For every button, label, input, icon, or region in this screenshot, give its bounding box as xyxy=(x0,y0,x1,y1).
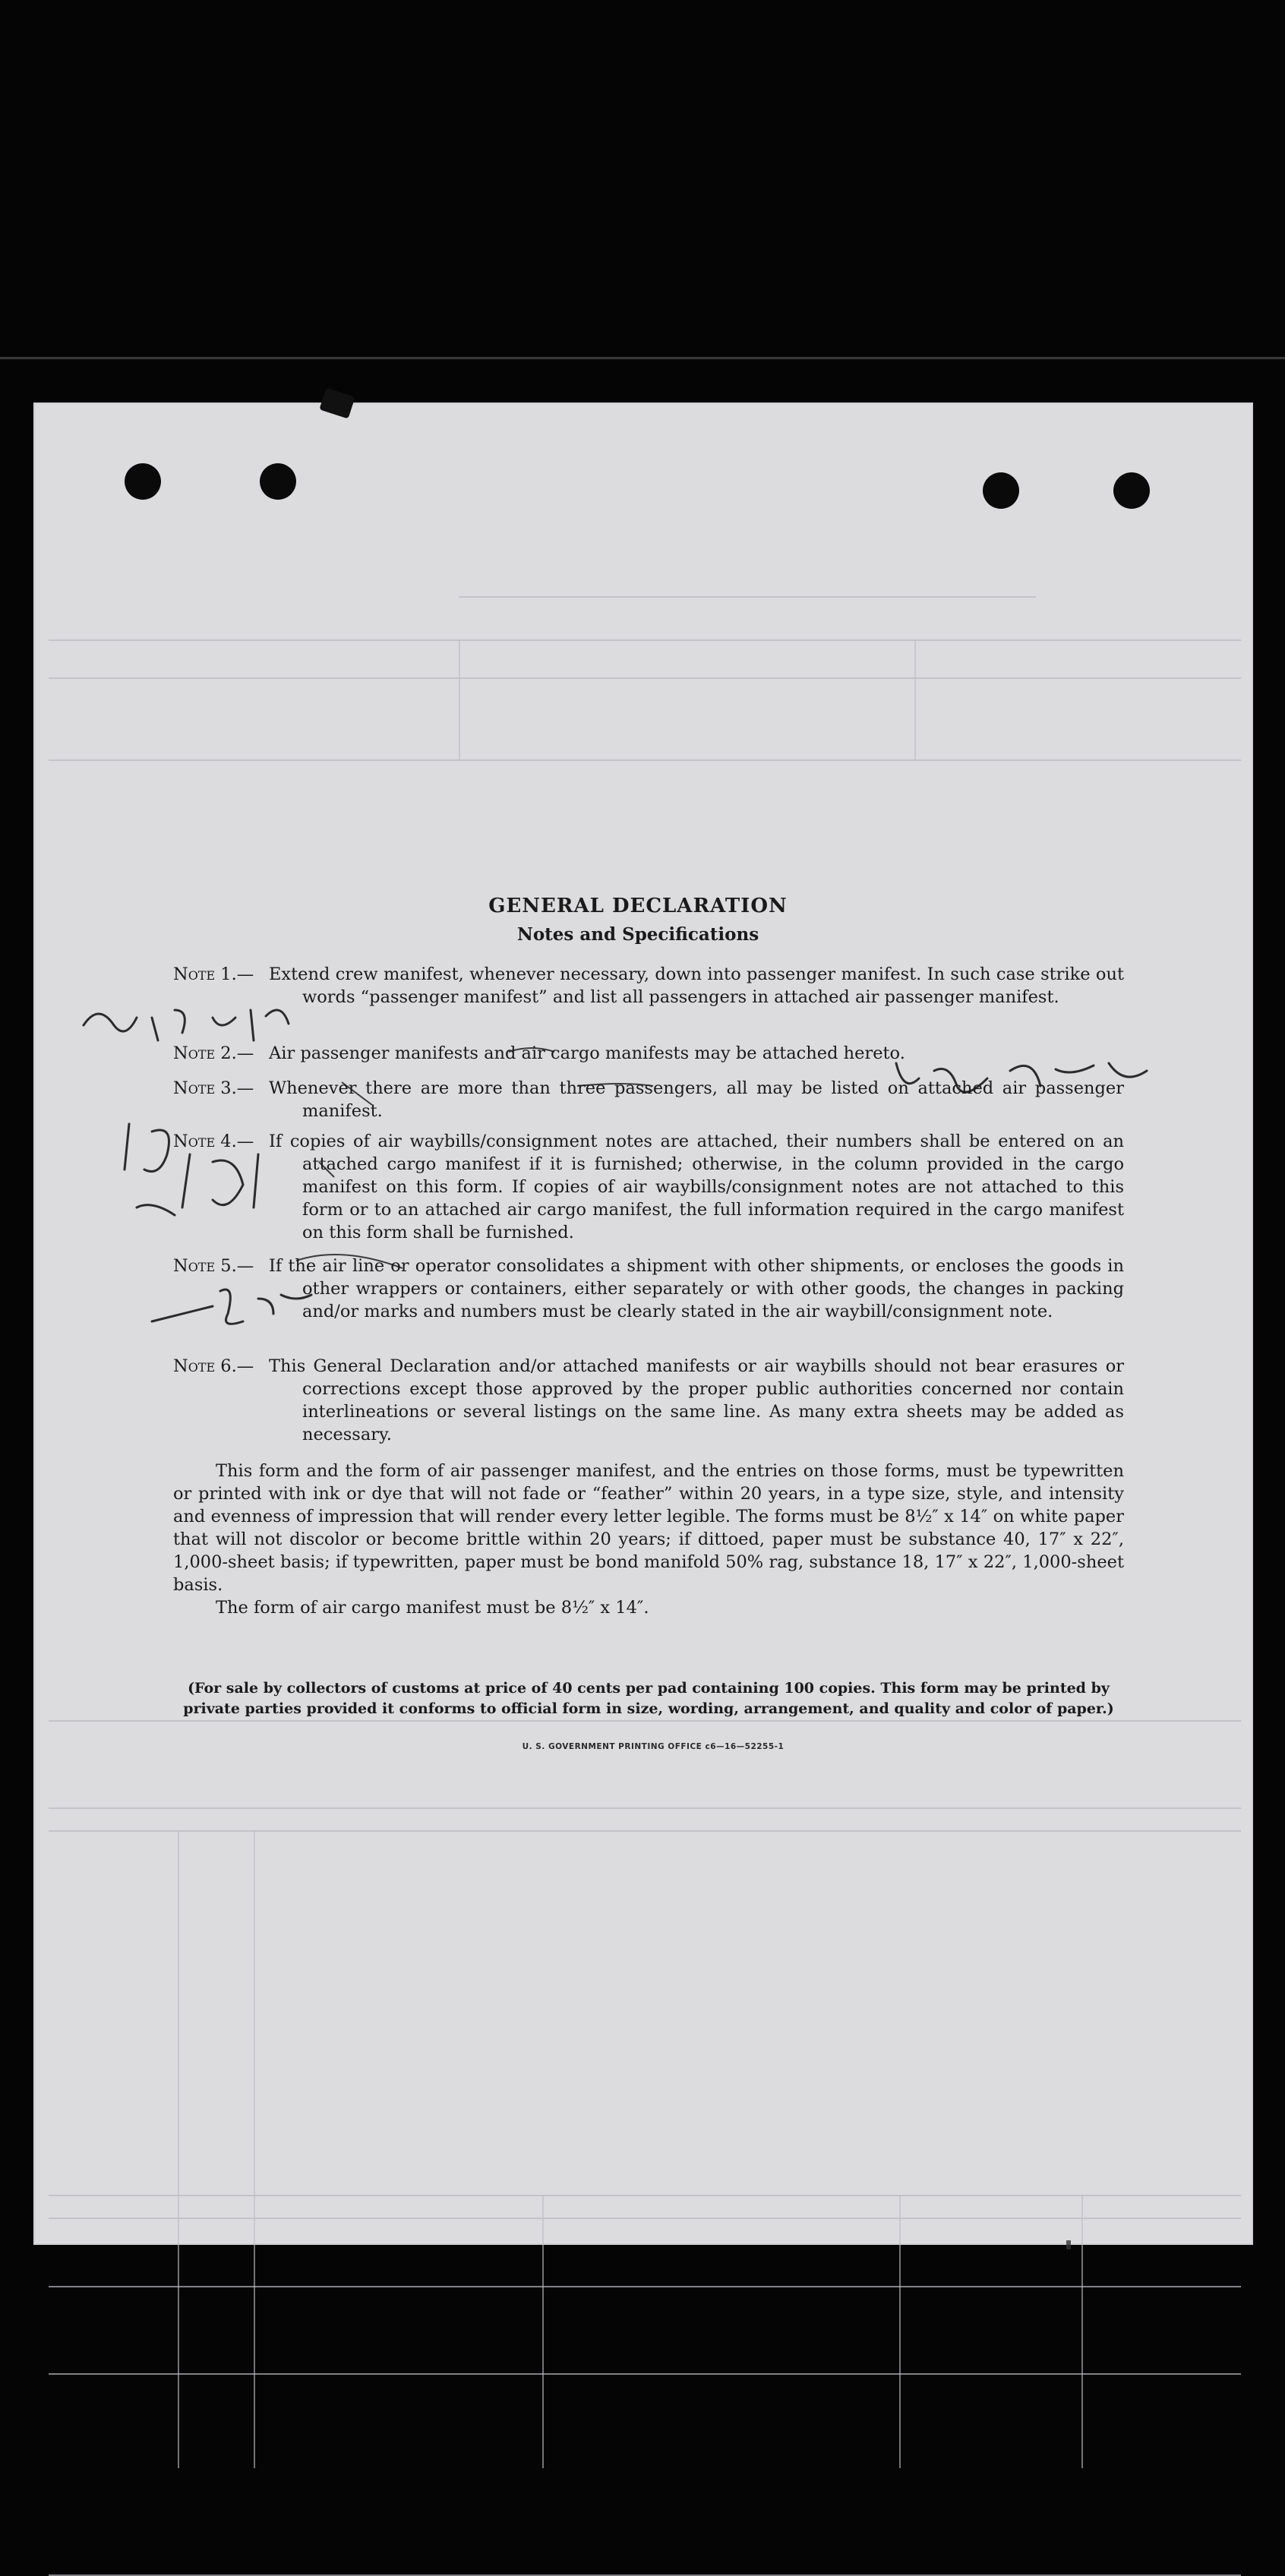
bleed-through-line xyxy=(49,2373,1241,2375)
ink-speck xyxy=(1066,2240,1071,2249)
bleed-through-line xyxy=(49,1720,1241,1722)
sale-notice: (For sale by collectors of customs at price of 40 cents per pad containing 100 copies. This form may be printed by private parties provided it conforms to official form in size, wording, arrangement, and quality and color of paper.) xyxy=(183,1680,1114,1717)
note-label: Note 5.— xyxy=(173,1256,254,1276)
bleed-through-line xyxy=(49,2218,1241,2219)
note-6 xyxy=(173,1355,1124,1446)
punch-hole xyxy=(125,463,161,500)
bleed-through-line xyxy=(49,2195,1241,2196)
bleed-through-line xyxy=(49,2286,1241,2287)
paragraph-text: This form and the form of air passenger manifest, and the entries on those forms, must be typewritten or printed with ink or dye that will not fade or “feather” within 20 years, in a type size, style, and intensity and evenness of impression that will render every letter legible. The forms must be 8½″ x 14″ on white paper that will not discolor or become brittle within 20 years; if dittoed, paper must be substance 40, 17″ x 22″, 1,000-sheet basis; if typewritten, paper must be bond manifold 50% rag, substance 18, 17″ x 22″, 1,000-sheet basis. xyxy=(173,1461,1124,1595)
bleed-through-line xyxy=(459,639,460,759)
page-subtitle: Notes and Specifications xyxy=(516,924,759,945)
scan-edge-line xyxy=(0,357,1285,359)
bleed-through-line xyxy=(178,1830,179,2468)
note-text: If the air line or operator consolidates a shipment with other shipments, or encloses the goods in other wrappers or containers, either separately or with other goods, the changes in packing and/or marks and numbers must be clearly stated in the air waybill/consignment note. xyxy=(269,1256,1124,1321)
bleed-through-line xyxy=(254,1830,255,2468)
note-label: Note 3.— xyxy=(173,1078,254,1098)
note-text: Whenever there are more than three passengers, all may be listed on attached air passenger manifest. xyxy=(269,1078,1124,1121)
page-title: GENERAL DECLARATION xyxy=(488,895,788,917)
note-label: Note 2.— xyxy=(173,1043,254,1063)
note-label: Note 6.— xyxy=(173,1356,254,1376)
bleed-through-line xyxy=(49,677,1241,679)
form-specification-paragraph xyxy=(173,1460,1124,1619)
note-label: Note 4.— xyxy=(173,1132,254,1151)
note-4 xyxy=(173,1130,1124,1244)
bleed-through-line xyxy=(459,596,1036,598)
printer-imprint: U. S. GOVERNMENT PRINTING OFFICE c6—16—52255-1 xyxy=(522,1742,785,1751)
note-text: This General Declaration and/or attached manifests or air waybills should not bear erasures or corrections except those approved by the proper public authorities concerned nor contain interlineations or several listings on the same line. As many extra sheets may be added as necessary. xyxy=(269,1356,1124,1444)
bleed-through-line xyxy=(1081,2195,1083,2468)
bleed-through-line xyxy=(49,759,1241,761)
note-5 xyxy=(173,1255,1124,1323)
bleed-through-line xyxy=(542,2195,544,2468)
note-label: Note 1.— xyxy=(173,964,254,984)
bleed-through-line xyxy=(899,2195,901,2468)
bleed-through-line xyxy=(914,639,916,759)
paragraph-text: The form of air cargo manifest must be 8½″ x 14″. xyxy=(216,1598,649,1618)
note-1 xyxy=(173,963,1124,1009)
bleed-through-line xyxy=(49,1830,1241,1832)
note-text: If copies of air waybills/consignment notes are attached, their numbers shall be entered on an attached cargo manifest if it is furnished; otherwise, in the column provided in the cargo manifest on this form. If copies of air waybills/consignment notes are not attached to this form or to an attached air cargo manifest, the full information required in the cargo manifest on this form shall be furnished. xyxy=(269,1132,1124,1242)
punch-hole xyxy=(260,463,296,500)
bleed-through-line xyxy=(49,639,1241,641)
note-3 xyxy=(173,1077,1124,1122)
note-2 xyxy=(173,1042,1124,1065)
bleed-through-line xyxy=(49,1807,1241,1809)
punch-hole xyxy=(1113,472,1150,509)
torn-edge-mark xyxy=(319,388,355,419)
note-text: Extend crew manifest, whenever necessary, down into passenger manifest. In such case strike out words “passenger manifest” and list all passengers in attached air passenger manifest. xyxy=(269,964,1124,1007)
note-text: Air passenger manifests and air cargo manifests may be attached hereto. xyxy=(269,1043,905,1063)
punch-hole xyxy=(983,472,1019,509)
